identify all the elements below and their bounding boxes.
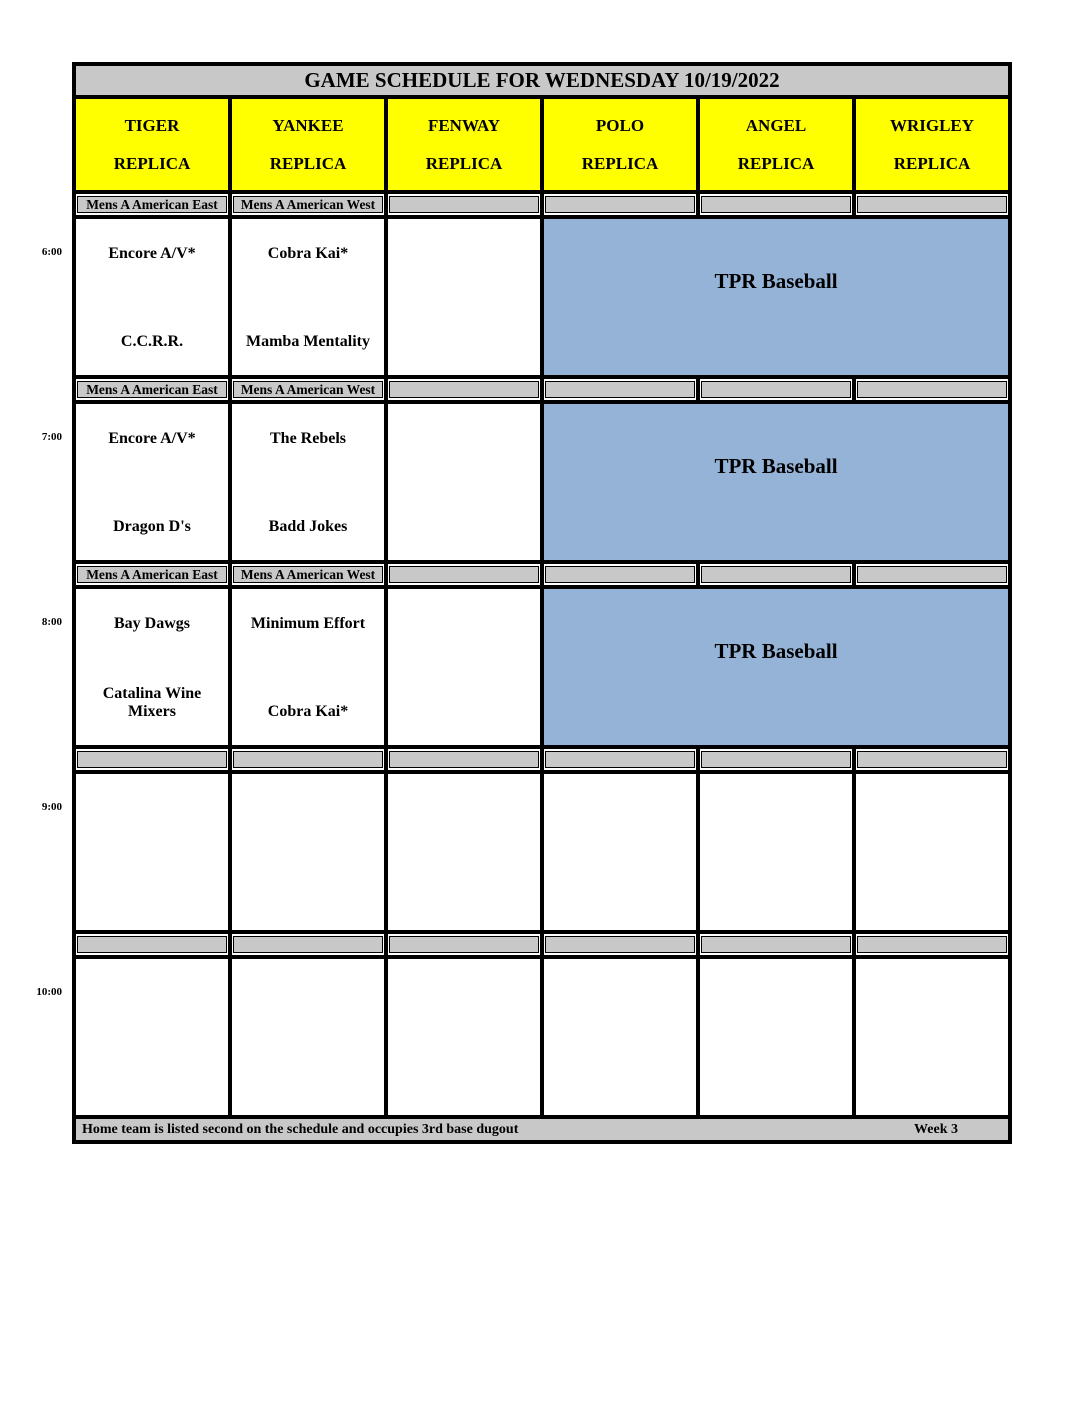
division-label xyxy=(77,751,227,768)
week-label: Week 3 xyxy=(914,1121,958,1137)
game-cell-900-tiger xyxy=(76,774,228,930)
field-type: REPLICA xyxy=(581,153,659,173)
schedule-grid xyxy=(72,62,1012,1144)
game-cell-700-fenway xyxy=(388,404,540,560)
game-cell-600-tiger xyxy=(76,219,228,375)
division-label xyxy=(389,936,539,953)
game-cell-1000-angel xyxy=(700,959,852,1115)
game-cell-600-fenway xyxy=(388,219,540,375)
game-cell-900-yankee xyxy=(232,774,384,930)
division-strip xyxy=(856,749,1008,770)
division-strip xyxy=(544,379,696,400)
division-strip xyxy=(700,749,852,770)
away-team: Encore A/V* xyxy=(108,430,196,447)
field-type: REPLICA xyxy=(893,153,971,173)
game-cell-700-yankee xyxy=(232,404,384,560)
division-strip xyxy=(388,379,540,400)
field-name: YANKEE xyxy=(272,115,344,135)
division-label xyxy=(389,381,539,398)
division-label xyxy=(545,936,695,953)
time-label-7: 7:00 xyxy=(41,431,62,443)
division-strip xyxy=(544,194,696,215)
division-label xyxy=(233,751,383,768)
division-strip xyxy=(388,749,540,770)
division-label xyxy=(389,566,539,583)
field-header-tiger xyxy=(76,99,228,190)
game-cell-900-fenway xyxy=(388,774,540,930)
time-label-8: 8:00 xyxy=(41,616,62,628)
home-team: Badd Jokes xyxy=(268,518,348,536)
home-team: Catalina Wine Mixers xyxy=(102,685,202,721)
field-name: ANGEL xyxy=(745,115,807,135)
field-type: REPLICA xyxy=(425,153,503,173)
division-label xyxy=(857,936,1007,953)
division-label: Mens A American West xyxy=(233,381,383,398)
division-strip xyxy=(232,934,384,955)
time-label-9: 9:00 xyxy=(41,801,62,813)
field-header-polo xyxy=(544,99,696,190)
game-cell-600-yankee xyxy=(232,219,384,375)
field-name: POLO xyxy=(595,115,645,135)
division-label xyxy=(857,381,1007,398)
field-type: REPLICA xyxy=(269,153,347,173)
division-strip xyxy=(544,934,696,955)
division-label: Mens A American West xyxy=(233,196,383,213)
division-strip xyxy=(76,749,228,770)
division-strip xyxy=(76,194,228,215)
division-label xyxy=(77,936,227,953)
division-strip xyxy=(76,379,228,400)
field-header-yankee xyxy=(232,99,384,190)
away-team: The Rebels xyxy=(270,430,346,447)
division-label xyxy=(545,751,695,768)
game-cell-1000-fenway xyxy=(388,959,540,1115)
schedule-sheet xyxy=(72,62,1012,1144)
field-name: FENWAY xyxy=(427,115,501,135)
division-strip xyxy=(388,934,540,955)
game-cell-1000-yankee xyxy=(232,959,384,1115)
division-strip xyxy=(232,379,384,400)
division-label xyxy=(233,936,383,953)
division-label: Mens A American East xyxy=(77,196,227,213)
field-header-angel xyxy=(700,99,852,190)
division-strip xyxy=(76,934,228,955)
field-name: TIGER xyxy=(124,115,180,135)
footer-note: Home team is listed second on the schedule and occupies 3rd base dugout xyxy=(82,1121,519,1137)
division-label: Mens A American West xyxy=(233,566,383,583)
game-cell-1000-polo xyxy=(544,959,696,1115)
division-strip xyxy=(388,564,540,585)
home-team: Mamba Mentality xyxy=(246,333,370,351)
game-cell-1000-tiger xyxy=(76,959,228,1115)
field-name: WRIGLEY xyxy=(889,115,975,135)
division-strip xyxy=(856,379,1008,400)
division-label xyxy=(701,566,851,583)
field-type: REPLICA xyxy=(737,153,815,173)
division-label xyxy=(545,566,695,583)
away-team: Minimum Effort xyxy=(250,615,366,632)
away-team: Encore A/V* xyxy=(108,245,196,262)
division-strip xyxy=(232,749,384,770)
division-label xyxy=(389,196,539,213)
division-label xyxy=(857,751,1007,768)
division-label xyxy=(857,566,1007,583)
game-cell-1000-wrigley xyxy=(856,959,1008,1115)
footer-bar xyxy=(76,1119,1008,1140)
tpr-baseball-block-600: TPR Baseball xyxy=(544,219,1008,375)
field-type: REPLICA xyxy=(113,153,191,173)
page-title: GAME SCHEDULE FOR WEDNESDAY 10/19/2022 xyxy=(76,66,1008,95)
tpr-baseball-block-700: TPR Baseball xyxy=(544,404,1008,560)
division-strip xyxy=(856,564,1008,585)
division-strip xyxy=(388,194,540,215)
division-label xyxy=(701,751,851,768)
home-team: C.C.R.R. xyxy=(120,333,184,351)
division-strip xyxy=(856,194,1008,215)
game-cell-800-fenway xyxy=(388,589,540,745)
away-team: Cobra Kai* xyxy=(267,245,349,262)
time-label-10: 10:00 xyxy=(36,986,62,998)
field-header-wrigley xyxy=(856,99,1008,190)
division-strip xyxy=(700,564,852,585)
division-strip xyxy=(700,379,852,400)
division-label xyxy=(545,196,695,213)
division-label xyxy=(545,381,695,398)
game-cell-800-tiger xyxy=(76,589,228,745)
game-cell-700-tiger xyxy=(76,404,228,560)
field-header-fenway xyxy=(388,99,540,190)
division-strip xyxy=(700,194,852,215)
division-label xyxy=(389,751,539,768)
division-strip xyxy=(700,934,852,955)
time-label-6: 6:00 xyxy=(41,246,62,258)
game-cell-800-yankee xyxy=(232,589,384,745)
division-strip xyxy=(232,564,384,585)
division-strip xyxy=(544,749,696,770)
division-label: Mens A American East xyxy=(77,566,227,583)
game-cell-900-angel xyxy=(700,774,852,930)
division-label: Mens A American East xyxy=(77,381,227,398)
division-strip xyxy=(232,194,384,215)
game-cell-900-wrigley xyxy=(856,774,1008,930)
division-label xyxy=(701,196,851,213)
division-label xyxy=(857,196,1007,213)
home-team: Dragon D's xyxy=(113,518,191,536)
division-strip xyxy=(856,934,1008,955)
home-team: Cobra Kai* xyxy=(267,703,349,721)
division-label xyxy=(701,936,851,953)
division-strip xyxy=(544,564,696,585)
away-team: Bay Dawgs xyxy=(113,615,190,632)
division-label xyxy=(701,381,851,398)
game-cell-900-polo xyxy=(544,774,696,930)
division-strip xyxy=(76,564,228,585)
tpr-baseball-block-800: TPR Baseball xyxy=(544,589,1008,745)
